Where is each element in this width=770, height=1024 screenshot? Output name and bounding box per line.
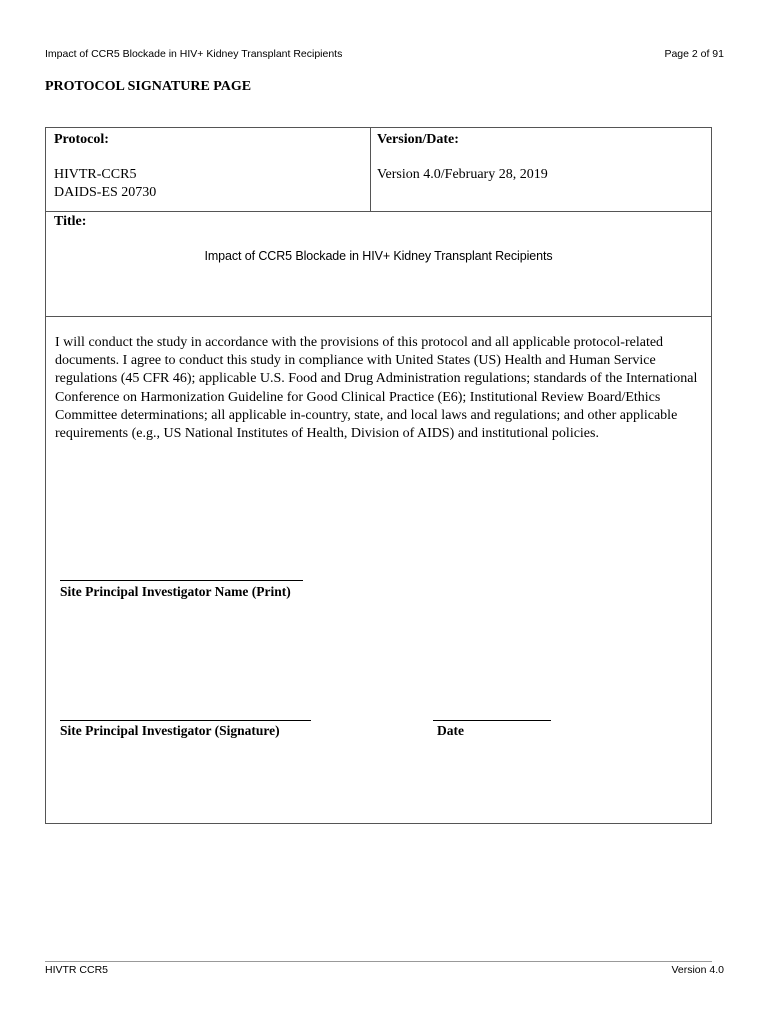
footer-version: Version 4.0 xyxy=(671,964,724,976)
protocol-version-row xyxy=(46,128,711,212)
protocol-label: Protocol: xyxy=(54,132,109,147)
signature-line[interactable] xyxy=(60,720,311,721)
running-header-title: Impact of CCR5 Blockade in HIV+ Kidney Transplant Recipients xyxy=(45,48,343,60)
investigator-statement: I will conduct the study in accordance with the provisions of this protocol and all applicable protocol-related documents. I agree to conduct this study in compliance with United States (US) Health and Human Service regulations (45 CFR 46); applicable U.S. Food and Drug Administration regulations; standards of the International Conference on Harmonization Guideline for Good Clinical Practice (E6); Institutional Review Board/Ethics Committee determinations; all applicable in-country, state, and local laws and regulations; and other applicable requirements (e.g., US National Institutes of Health, Division of AIDS) and institutional policies. xyxy=(55,335,698,442)
page-title: PROTOCOL SIGNATURE PAGE xyxy=(45,79,252,94)
title-label: Title: xyxy=(54,214,87,229)
protocol-daids-id: DAIDS-ES 20730 xyxy=(54,185,157,200)
date-label: Date xyxy=(437,723,464,738)
footer-divider xyxy=(45,961,712,962)
signature-label: Site Principal Investigator (Signature) xyxy=(60,723,280,738)
name-print-label: Site Principal Investigator Name (Print) xyxy=(60,584,291,599)
title-row xyxy=(46,212,711,317)
protocol-id: HIVTR-CCR5 xyxy=(54,167,137,182)
footer-protocol-id: HIVTR CCR5 xyxy=(45,964,109,976)
signature-form-box xyxy=(45,127,712,824)
date-line[interactable] xyxy=(433,720,551,721)
version-date-value: Version 4.0/February 28, 2019 xyxy=(377,167,548,182)
protocol-title: Impact of CCR5 Blockade in HIV+ Kidney Transplant Recipients xyxy=(204,249,553,263)
name-print-line[interactable] xyxy=(60,580,303,581)
version-date-label: Version/Date: xyxy=(377,132,459,147)
page-number: Page 2 of 91 xyxy=(664,48,724,60)
column-divider xyxy=(370,128,371,212)
